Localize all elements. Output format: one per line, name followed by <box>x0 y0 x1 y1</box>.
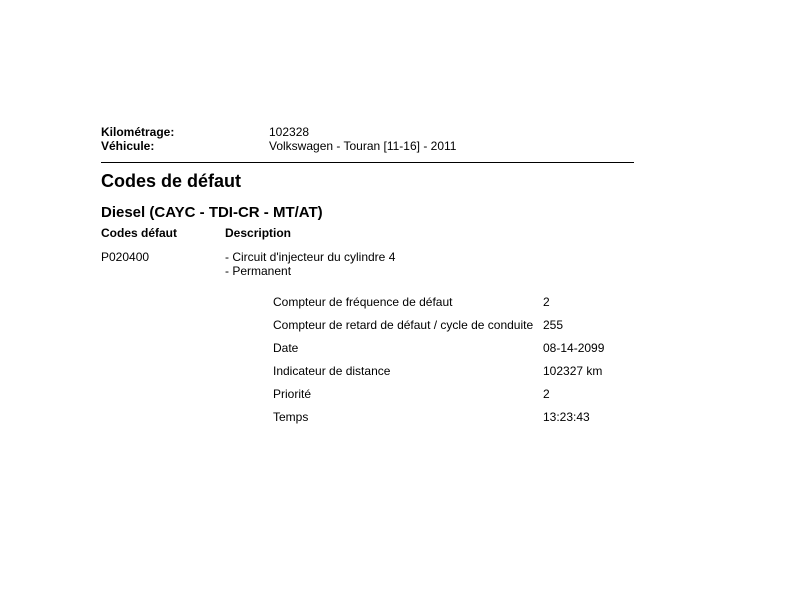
mileage-label: Kilométrage: <box>101 125 175 139</box>
detail-label: Compteur de fréquence de défaut <box>273 295 453 309</box>
detail-row <box>273 318 633 332</box>
detail-value: 2 <box>543 295 550 309</box>
vehicle-row <box>101 139 634 153</box>
detail-label: Priorité <box>273 387 312 401</box>
fault-description <box>225 250 395 278</box>
detail-value: 13:23:43 <box>543 410 590 424</box>
fault-status-line: - Permanent <box>225 264 292 278</box>
header-description: Description <box>225 226 292 240</box>
vehicle-value: Volkswagen - Touran [11-16] - 2011 <box>269 139 457 153</box>
detail-label: Date <box>273 341 299 355</box>
detail-row <box>273 341 633 355</box>
detail-label: Compteur de retard de défaut / cycle de conduite <box>273 318 534 332</box>
detail-row <box>273 295 633 309</box>
detail-value: 102327 km <box>543 364 603 378</box>
detail-row <box>273 364 633 378</box>
detail-label: Temps <box>273 410 309 424</box>
fault-description-line: - Circuit d'injecteur du cylindre 4 <box>225 250 396 264</box>
section-title: Codes de défaut <box>101 171 242 191</box>
detail-row <box>273 387 633 401</box>
fault-row <box>101 250 395 278</box>
codes-table-header <box>101 226 291 241</box>
vehicle-info <box>101 125 634 153</box>
detail-value: 08-14-2099 <box>543 341 605 355</box>
ecu-title: Diesel (CAYC - TDI-CR - MT/AT) <box>101 204 323 221</box>
fault-details <box>273 295 633 433</box>
detail-value: 2 <box>543 387 550 401</box>
header-code: Codes défaut <box>101 226 178 240</box>
detail-row <box>273 410 633 424</box>
detail-label: Indicateur de distance <box>273 364 391 378</box>
mileage-row <box>101 125 634 139</box>
detail-value: 255 <box>543 318 564 332</box>
vehicle-label: Véhicule: <box>101 139 155 153</box>
header-divider <box>101 162 634 163</box>
mileage-value: 102328 <box>269 125 310 139</box>
fault-code: P020400 <box>101 250 150 264</box>
